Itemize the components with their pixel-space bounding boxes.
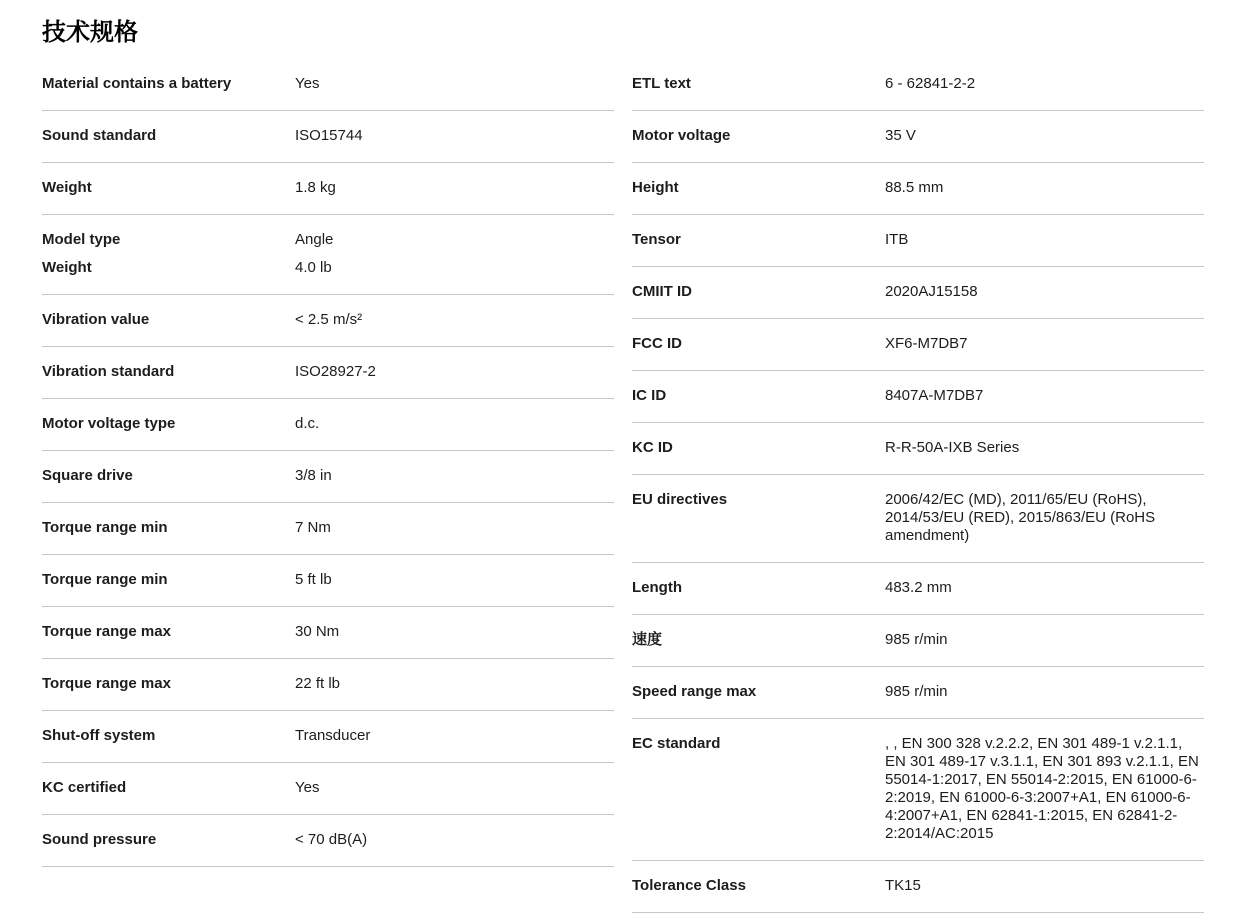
spec-row bbox=[42, 59, 614, 110]
spec-label: ETL text bbox=[632, 75, 691, 92]
spec-row bbox=[632, 861, 1204, 912]
spec-row bbox=[42, 111, 614, 162]
spec-row bbox=[42, 659, 614, 710]
spec-column-left bbox=[42, 59, 614, 867]
spec-value: 2006/42/EC (MD), 2011/65/EU (RoHS), 2014/53/EU (RED), 2015/863/EU (RoHS amendment) bbox=[885, 491, 1156, 544]
spec-row bbox=[632, 215, 1204, 266]
spec-label: 速度 bbox=[632, 631, 663, 648]
spec-row bbox=[632, 719, 1204, 860]
spec-label: Height bbox=[632, 179, 679, 196]
spec-label: Tolerance Class bbox=[632, 877, 746, 894]
spec-row bbox=[632, 163, 1204, 214]
spec-value: Yes bbox=[295, 779, 320, 796]
spec-label: EC standard bbox=[632, 735, 721, 752]
spec-label: Sound pressure bbox=[42, 831, 157, 848]
spec-label: Torque range max bbox=[42, 675, 171, 692]
spec-row bbox=[632, 59, 1204, 110]
spec-label: Vibration value bbox=[42, 311, 150, 328]
spec-row bbox=[42, 555, 614, 606]
spec-row-group bbox=[42, 347, 614, 399]
spec-value: 8407A-M7DB7 bbox=[885, 387, 984, 404]
spec-row-group bbox=[632, 59, 1204, 111]
spec-label: Model type bbox=[42, 231, 121, 248]
spec-label: Weight bbox=[42, 179, 92, 196]
spec-value: TK15 bbox=[885, 877, 921, 894]
spec-value: 985 r/min bbox=[885, 631, 948, 648]
spec-row-group bbox=[632, 667, 1204, 719]
spec-value: 985 r/min bbox=[885, 683, 948, 700]
spec-row-group bbox=[632, 615, 1204, 667]
spec-row-group bbox=[42, 295, 614, 347]
spec-label: Motor voltage type bbox=[42, 415, 176, 432]
spec-row bbox=[42, 503, 614, 554]
spec-label: Torque range min bbox=[42, 571, 168, 588]
spec-label: FCC ID bbox=[632, 335, 682, 352]
spec-table bbox=[42, 59, 1204, 913]
spec-row-group bbox=[42, 215, 614, 295]
spec-row bbox=[632, 563, 1204, 614]
spec-row bbox=[42, 399, 614, 450]
spec-row bbox=[42, 295, 614, 346]
spec-row-group bbox=[42, 163, 614, 215]
spec-row-group bbox=[632, 163, 1204, 215]
spec-row bbox=[42, 711, 614, 762]
spec-row-group bbox=[632, 475, 1204, 563]
spec-value: Angle bbox=[295, 231, 334, 248]
spec-row-group bbox=[42, 607, 614, 659]
spec-value: d.c. bbox=[295, 415, 320, 432]
spec-row-group bbox=[632, 319, 1204, 371]
spec-label: Weight bbox=[42, 259, 92, 276]
spec-column-right bbox=[632, 59, 1204, 913]
spec-row-group bbox=[632, 423, 1204, 475]
spec-row-group bbox=[632, 111, 1204, 163]
spec-row-group bbox=[42, 59, 614, 111]
spec-label: KC ID bbox=[632, 439, 673, 456]
spec-value: < 70 dB(A) bbox=[295, 831, 368, 848]
spec-row bbox=[42, 347, 614, 398]
spec-value: , , EN 300 328 v.2.2.2, EN 301 489-1 v.2.1.1, EN 301 489-17 v.3.1.1, EN 301 893 v.2.1.1, EN 55014-1:2017, EN 55014-2:2015, EN 61000-6-2:2019, EN 61000-6-3:2007+A1, EN 61000-6-4:2007+A1, EN 62841-1:2015, EN 62841-2-2:2014/AC:2015 bbox=[885, 735, 1199, 842]
spec-label: Vibration standard bbox=[42, 363, 175, 380]
spec-value: 4.0 lb bbox=[295, 259, 332, 276]
spec-row bbox=[42, 815, 614, 866]
spec-value: 22 ft lb bbox=[295, 675, 341, 692]
spec-value: 3/8 in bbox=[295, 467, 332, 484]
spec-row bbox=[632, 319, 1204, 370]
spec-row bbox=[632, 111, 1204, 162]
spec-row-group bbox=[42, 451, 614, 503]
spec-label: Tensor bbox=[632, 231, 681, 248]
spec-label: Length bbox=[632, 579, 682, 596]
spec-value: 2020AJ15158 bbox=[885, 283, 978, 300]
spec-row bbox=[632, 475, 1204, 562]
spec-row-group bbox=[632, 719, 1204, 861]
spec-label: CMIIT ID bbox=[632, 283, 692, 300]
spec-row-group bbox=[42, 711, 614, 763]
spec-value: XF6-M7DB7 bbox=[885, 335, 968, 352]
spec-row bbox=[632, 423, 1204, 474]
spec-row bbox=[42, 763, 614, 814]
spec-row bbox=[632, 667, 1204, 718]
spec-row-group bbox=[42, 111, 614, 163]
spec-label: Speed range max bbox=[632, 683, 757, 700]
spec-row bbox=[42, 451, 614, 502]
spec-value: 5 ft lb bbox=[295, 571, 332, 588]
spec-value: ISO28927-2 bbox=[295, 363, 376, 380]
spec-label: Torque range max bbox=[42, 623, 171, 640]
spec-label: Shut-off system bbox=[42, 727, 156, 744]
spec-row-group bbox=[42, 555, 614, 607]
page-title: 技术规格 bbox=[42, 19, 138, 46]
spec-row-group bbox=[632, 563, 1204, 615]
spec-label: Torque range min bbox=[42, 519, 168, 536]
spec-row bbox=[42, 215, 614, 254]
spec-value: R-R-50A-IXB Series bbox=[885, 439, 1020, 456]
spec-value: ITB bbox=[885, 231, 909, 248]
spec-value: Yes bbox=[295, 75, 320, 92]
spec-row-group bbox=[632, 267, 1204, 319]
spec-value: 88.5 mm bbox=[885, 179, 944, 196]
spec-value: 7 Nm bbox=[295, 519, 331, 536]
spec-label: Sound standard bbox=[42, 127, 157, 144]
spec-row-group bbox=[632, 371, 1204, 423]
spec-value: 1.8 kg bbox=[295, 179, 336, 196]
spec-value: 35 V bbox=[885, 127, 916, 144]
spec-value: 483.2 mm bbox=[885, 579, 952, 596]
spec-row bbox=[42, 607, 614, 658]
spec-row bbox=[42, 254, 614, 294]
spec-label: Square drive bbox=[42, 467, 133, 484]
spec-value: ISO15744 bbox=[295, 127, 363, 144]
spec-row-group bbox=[42, 815, 614, 867]
spec-label: Motor voltage bbox=[632, 127, 731, 144]
spec-value: 6 - 62841-2-2 bbox=[885, 75, 976, 92]
spec-row bbox=[632, 267, 1204, 318]
spec-row-group bbox=[42, 763, 614, 815]
spec-value: < 2.5 m/s² bbox=[295, 311, 363, 328]
spec-row bbox=[632, 371, 1204, 422]
spec-value: 30 Nm bbox=[295, 623, 340, 640]
spec-row-group bbox=[42, 659, 614, 711]
spec-row-group bbox=[42, 399, 614, 451]
spec-row bbox=[632, 615, 1204, 666]
spec-label: EU directives bbox=[632, 491, 728, 508]
spec-row bbox=[42, 163, 614, 214]
spec-row-group bbox=[42, 503, 614, 555]
spec-row-group bbox=[632, 861, 1204, 913]
spec-label: KC certified bbox=[42, 779, 127, 796]
spec-value: Transducer bbox=[295, 727, 371, 744]
spec-label: Material contains a battery bbox=[42, 75, 232, 92]
spec-row-group bbox=[632, 215, 1204, 267]
spec-label: IC ID bbox=[632, 387, 667, 404]
